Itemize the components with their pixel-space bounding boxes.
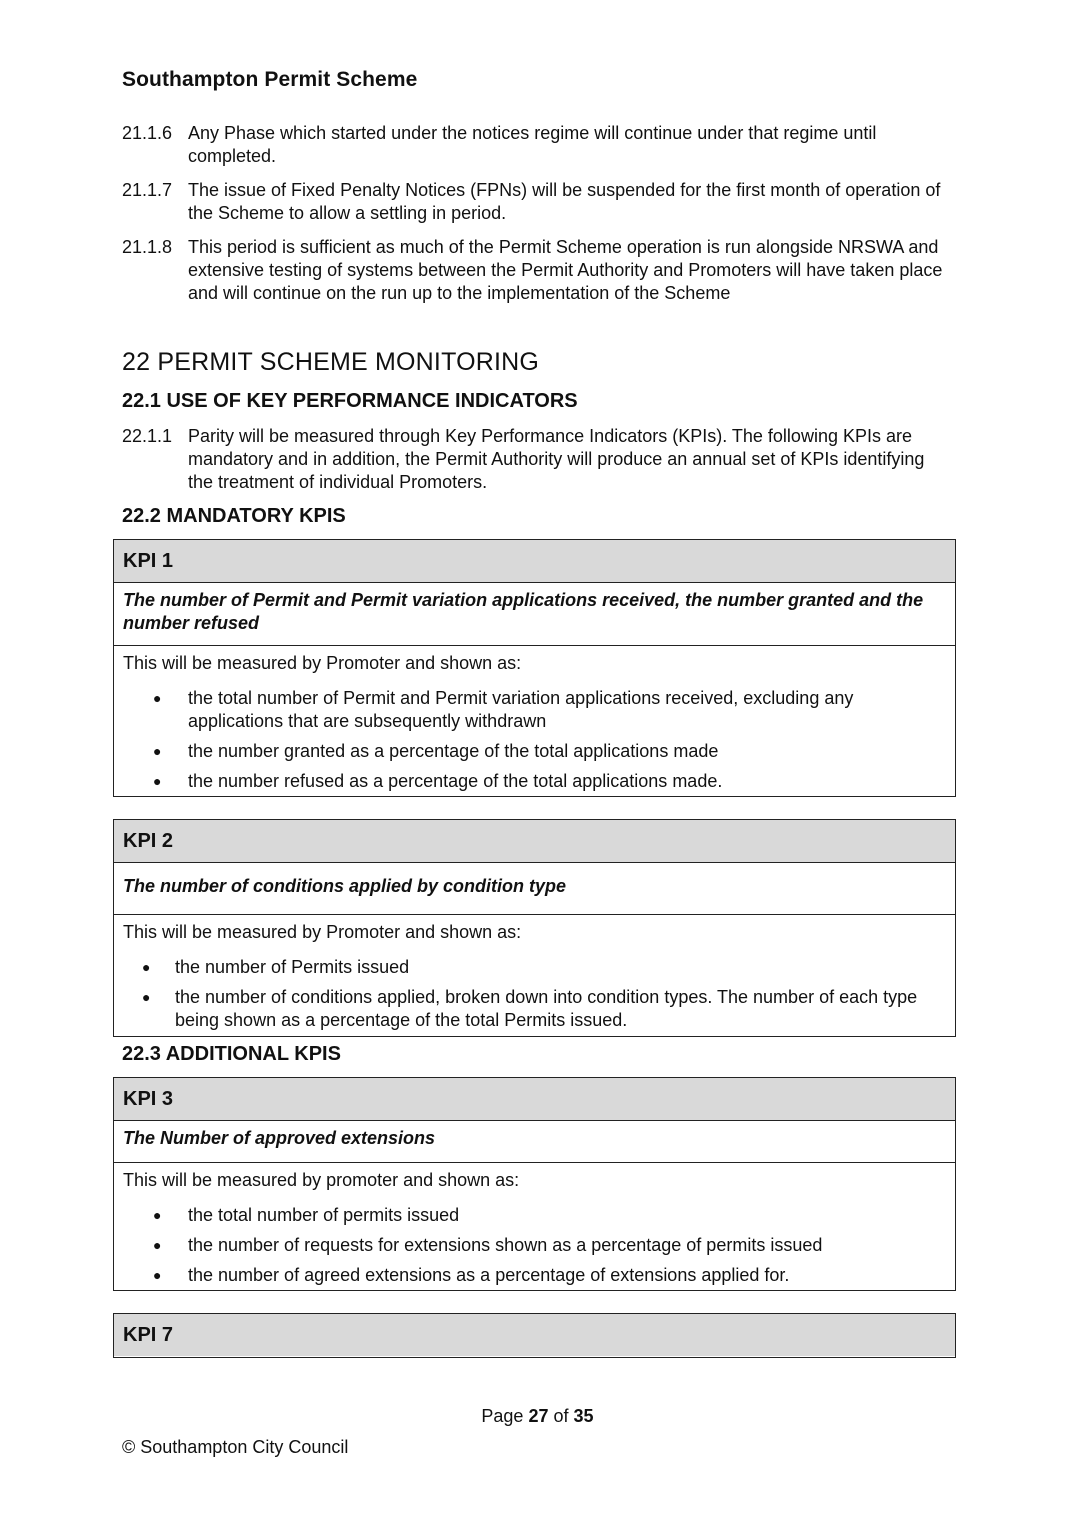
- kpi-box-1: [113, 539, 956, 797]
- kpi-title: The number of Permit and Permit variation applications received, the number granted and the number refused: [114, 583, 955, 646]
- list-item-text: the total number of permits issued: [188, 1205, 460, 1225]
- paragraph-21-1-7: [122, 179, 952, 225]
- subsection-heading-additional-kpis: 22.3 ADDITIONAL KPIS: [122, 1043, 341, 1065]
- bullet-icon: ●: [153, 1237, 162, 1253]
- list-item: [123, 687, 946, 733]
- bullet-icon: ●: [142, 959, 151, 975]
- list-item: [123, 770, 946, 793]
- subsection-heading-mandatory-kpis: 22.2 MANDATORY KPIS: [122, 505, 346, 527]
- list-item-text: the number of Permits issued: [175, 957, 410, 977]
- kpi-box-3: [113, 1077, 956, 1291]
- kpi-intro: This will be measured by promoter and shown as:: [123, 1170, 520, 1190]
- copyright-notice: © Southampton City Council: [122, 1437, 349, 1457]
- paragraph-text: Parity will be measured through Key Performance Indicators (KPIs). The following KPIs are mandatory and in addition, the Permit Authority will produce an annual set of KPIs identifying the treatment of individual Promoters.: [188, 426, 925, 492]
- paragraph-21-1-8: [122, 236, 952, 305]
- paragraph-text: The issue of Fixed Penalty Notices (FPNs) will be suspended for the first month of operation of the Scheme to allow a settling in period.: [188, 180, 941, 223]
- list-item-text: the number of requests for extensions shown as a percentage of permits issued: [188, 1235, 823, 1255]
- bullet-icon: ●: [153, 743, 162, 759]
- kpi-bullet-list: [123, 956, 946, 1032]
- bullet-icon: ●: [153, 773, 162, 789]
- page-total: 35: [573, 1406, 594, 1426]
- bullet-icon: ●: [153, 690, 162, 706]
- kpi-intro: This will be measured by Promoter and shown as:: [123, 653, 522, 673]
- kpi-label: KPI 2: [114, 820, 955, 863]
- list-item-text: the total number of Permit and Permit variation applications received, excluding any applications that are subsequently withdrawn: [188, 688, 854, 731]
- kpi-box-7: [113, 1313, 956, 1358]
- kpi-body: [114, 1163, 955, 1287]
- page-prefix: Page: [481, 1406, 524, 1426]
- list-item: [123, 1264, 946, 1287]
- kpi-intro: This will be measured by Promoter and shown as:: [123, 922, 522, 942]
- page-of: of: [553, 1406, 569, 1426]
- list-item: [123, 740, 946, 763]
- paragraph-22-1-1: [122, 425, 952, 494]
- list-item: [123, 1204, 946, 1227]
- paragraph-number: 21.1.8: [122, 237, 173, 257]
- paragraph-number: 21.1.7: [122, 180, 173, 200]
- kpi-bullet-list: [123, 1204, 946, 1287]
- section-heading: 22 PERMIT SCHEME MONITORING: [122, 348, 540, 376]
- kpi-body: [114, 915, 955, 1032]
- page-number: [0, 1406, 1075, 1427]
- subsection-heading-kpi-usage: 22.1 USE OF KEY PERFORMANCE INDICATORS: [122, 390, 578, 412]
- paragraph-21-1-6: [122, 122, 952, 168]
- kpi-label: KPI 1: [114, 540, 955, 583]
- list-item-text: the number granted as a percentage of the total applications made: [188, 741, 719, 761]
- kpi-box-2: [113, 819, 956, 1037]
- list-item-text: the number refused as a percentage of the total applications made.: [188, 771, 723, 791]
- paragraph-number: 21.1.6: [122, 123, 173, 143]
- bullet-icon: ●: [142, 989, 151, 1005]
- list-item: [123, 956, 946, 979]
- kpi-body: [114, 646, 955, 793]
- document-header-title: Southampton Permit Scheme: [122, 68, 418, 91]
- kpi-bullet-list: [123, 687, 946, 793]
- page-current: 27: [528, 1406, 549, 1426]
- list-item-text: the number of conditions applied, broken down into condition types. The number of each type being shown as a percentage of the total Permits issued.: [175, 987, 918, 1030]
- paragraph-text: This period is sufficient as much of the Permit Scheme operation is run alongside NRSWA and extensive testing of systems between the Permit Authority and Promoters will have taken place and will continue on the run up to the implementation of the Scheme: [188, 237, 943, 303]
- bullet-icon: ●: [153, 1207, 162, 1223]
- kpi-title: The Number of approved extensions: [114, 1121, 955, 1163]
- kpi-label: KPI 3: [114, 1078, 955, 1121]
- list-item-text: the number of agreed extensions as a percentage of extensions applied for.: [188, 1265, 790, 1285]
- paragraph-number: 22.1.1: [122, 426, 173, 446]
- paragraph-text: Any Phase which started under the notices regime will continue under that regime until completed.: [188, 123, 877, 166]
- list-item: [123, 986, 946, 1032]
- list-item: [123, 1234, 946, 1257]
- kpi-label: KPI 7: [114, 1314, 955, 1356]
- bullet-icon: ●: [153, 1267, 162, 1283]
- kpi-title: The number of conditions applied by condition type: [114, 863, 955, 915]
